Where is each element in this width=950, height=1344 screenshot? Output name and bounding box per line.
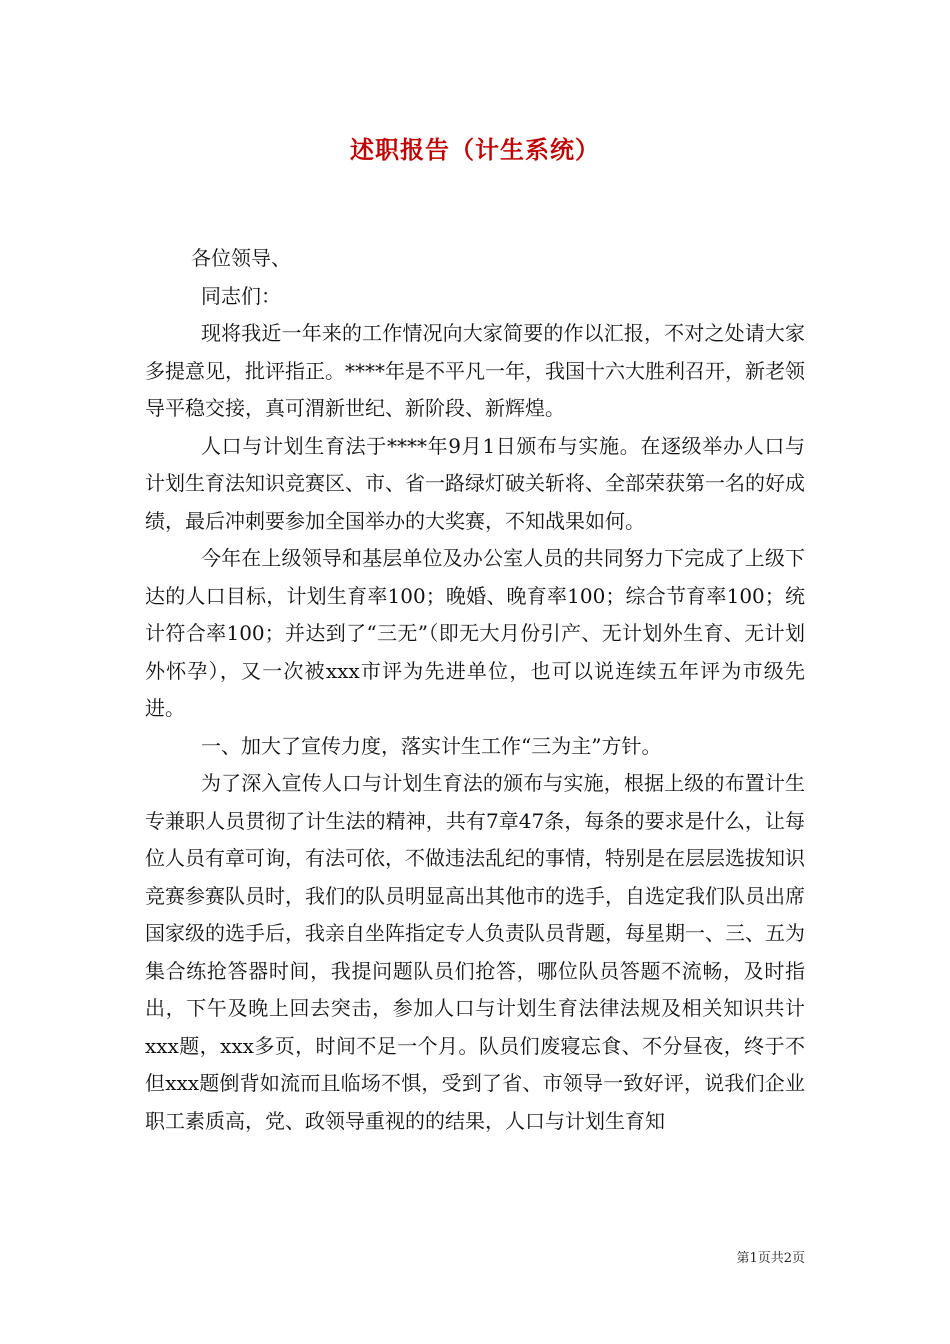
page-number: 第1页共2页 xyxy=(736,1251,805,1266)
paragraph-publicity: 为了深入宣传人口与计划生育法的颁布与实施，根据上级的布置计生专兼职人员贯彻了计生法的精神，共有7章47条，每条的要求是什么，让每位人员有章可询，有法可依，不做违法乱纪的事情，特别是在层层选拔知识竞赛参赛队员时，我们的队员明显高出其他市的选手，自选定我们队员出席国家级的选手后，我亲自坐阵指定专人负责队员背题，每星期一、三、五为集合练抢答器时间，我提问题队员们抢答，哪位队员答题不流畅，及时指出，下午及晚上回去突击，参加人口与计划生育法律法规及相关知识共计xxx题，xxx多页，时间不足一个月。队员们废寝忘食、不分昼夜，终于不但xxx题倒背如流而且临场不惧，受到了省、市领导一致好评，说我们企业职工素质高，党、政领导重视的的结果，人口与计划生育知 xyxy=(145,771,805,1133)
section-heading-1: 一、加大了宣传力度，落实计生工作“三为主”方针。 xyxy=(201,733,662,758)
document-body xyxy=(145,240,805,1140)
document-title: 述职报告（计生系统） xyxy=(350,135,600,164)
salutation-line-2: 同志们： xyxy=(201,283,281,308)
salutation-line-1: 各位领导、 xyxy=(191,246,291,270)
paragraph-targets: 今年在上级领导和基层单位及办公室人员的共同努力下完成了上级下达的人口目标，计划生育率100；晚婚、晚育率100；综合节育率100；统计符合率100；并达到了“三无”（即无大月份引产、无计划外生育、无计划外怀孕），又一次被xxx市评为先进单位，也可以说连续五年评为市级先进。 xyxy=(145,546,805,720)
paragraph-intro: 现将我近一年来的工作情况向大家简要的作以汇报，不对之处请大家多提意见，批评指正。****年是不平凡一年，我国十六大胜利召开，新老领导平稳交接，真可渭新世纪、新阶段、新辉煌。 xyxy=(145,321,805,420)
paragraph-law-contest: 人口与计划生育法于****年9月1日颁布与实施。在逐级举办人口与计划生育法知识竞赛区、市、省一路绿灯破关斩将、全部荣获第一名的好成绩，最后冲刺要参加全国举办的大奖赛，不知战果如何。 xyxy=(145,433,805,533)
